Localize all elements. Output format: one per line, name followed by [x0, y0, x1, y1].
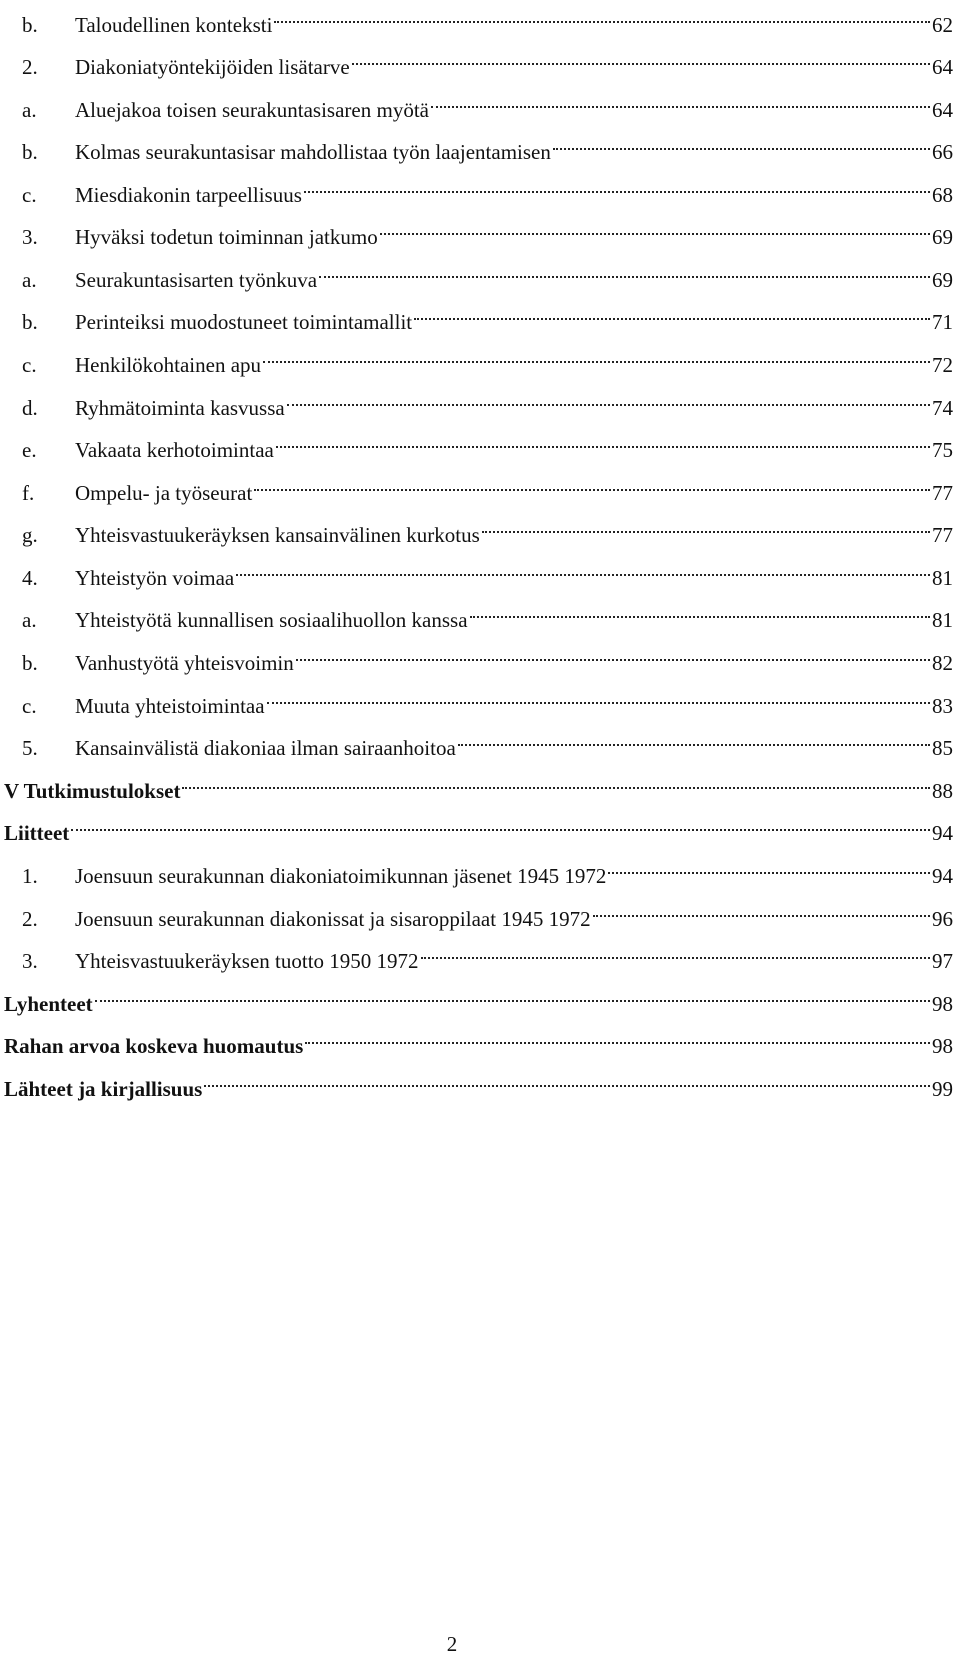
toc-entry [0, 38, 953, 79]
toc-entry-page: 81 [932, 566, 953, 590]
dot-leader [236, 549, 930, 585]
toc-entry-title: Perinteiksi muodostuneet toimintamallit [75, 310, 413, 334]
toc-entry-title: Joensuun seurakunnan diakoniatoimikunnan jäsenet 1945 1972 [75, 864, 607, 888]
toc-entry-page: 82 [932, 651, 953, 675]
dot-leader [274, 0, 930, 32]
toc-entry-title: Vakaata kerhotoimintaa [75, 438, 274, 462]
toc-entry [0, 81, 953, 122]
toc-entry [0, 421, 953, 462]
dot-leader [254, 464, 930, 500]
toc-entry-marker: 2. [22, 55, 38, 79]
toc-entry-page: 62 [932, 13, 953, 37]
toc-entry [0, 464, 953, 505]
toc-entry-page: 97 [932, 949, 953, 973]
toc-entry-page: 85 [932, 736, 953, 760]
toc-entry-title: Ryhmätoiminta kasvussa [75, 396, 285, 420]
toc-entry-page: 98 [932, 992, 953, 1016]
toc-entry [0, 591, 953, 632]
toc-entry-marker: d. [22, 396, 38, 420]
dot-leader [352, 38, 930, 74]
toc-entry-title: Seurakuntasisarten työnkuva [75, 268, 318, 292]
dot-leader [431, 81, 930, 117]
toc-entry [0, 890, 953, 931]
toc-entry-marker: c. [22, 694, 37, 718]
dot-leader [95, 975, 930, 1011]
toc-entry-marker: b. [22, 651, 38, 675]
toc-entry-page: 81 [932, 608, 953, 632]
toc-entry-title: Yhteisvastuukeräyksen kansainvälinen kurkotus [75, 523, 480, 547]
dot-leader [421, 932, 930, 968]
dot-leader [482, 506, 930, 542]
toc-entry [0, 166, 953, 207]
dot-leader [319, 251, 930, 287]
toc-entry-title: Liitteet [4, 821, 70, 845]
toc-entry [0, 975, 953, 1016]
toc-entry-page: 71 [932, 310, 953, 334]
dot-leader [414, 293, 930, 329]
toc-entry-page: 77 [932, 523, 953, 547]
toc-entry [0, 1017, 953, 1058]
toc-entry-title: Aluejakoa toisen seurakuntasisaren myötä [75, 98, 429, 122]
toc-entry-page: 68 [932, 183, 953, 207]
toc-entry-title: Rahan arvoa koskeva huomautus [4, 1034, 304, 1058]
toc-entry [0, 762, 953, 803]
toc-entry-title: Kolmas seurakuntasisar mahdollistaa työn laajentamisen [75, 140, 551, 164]
toc-entry-marker: 1. [22, 864, 38, 888]
dot-leader [263, 336, 930, 372]
toc-entry-title: Diakoniatyöntekijöiden lisätarve [75, 55, 350, 79]
toc-entry [0, 336, 953, 377]
toc-entry-marker: 3. [22, 225, 38, 249]
toc-entry-marker: c. [22, 353, 37, 377]
toc-entry-marker: 3. [22, 949, 38, 973]
toc-entry [0, 1060, 953, 1101]
toc-entry [0, 677, 953, 718]
dot-leader [276, 421, 930, 457]
page-number: 2 [446, 1632, 458, 1656]
dot-leader [71, 804, 930, 840]
toc-entry-title: Henkilökohtainen apu [75, 353, 262, 377]
toc-entry-marker: 2. [22, 907, 38, 931]
toc-entry-marker: e. [22, 438, 37, 462]
toc-entry [0, 293, 953, 334]
dot-leader [182, 762, 930, 798]
toc-entry [0, 549, 953, 590]
toc-entry-page: 69 [932, 268, 953, 292]
toc-entry-title: Yhteistyötä kunnallisen sosiaalihuollon kanssa [75, 608, 468, 632]
toc-entry-marker: 5. [22, 736, 38, 760]
dot-leader [470, 591, 930, 627]
toc-entry-title: V Tutkimustulokset [4, 779, 181, 803]
toc-entry-page: 64 [932, 55, 953, 79]
dot-leader [305, 1017, 930, 1053]
toc-entry [0, 208, 953, 249]
toc-entry-page: 98 [932, 1034, 953, 1058]
toc-entry-page: 69 [932, 225, 953, 249]
toc-entry-marker: g. [22, 523, 38, 547]
toc-entry-marker: b. [22, 140, 38, 164]
toc-entry-marker: a. [22, 98, 37, 122]
toc-entry [0, 506, 953, 547]
toc-entry-page: 83 [932, 694, 953, 718]
toc-entry [0, 719, 953, 760]
dot-leader [593, 890, 930, 926]
dot-leader [296, 634, 930, 670]
toc-entry [0, 847, 953, 888]
toc-entry [0, 0, 953, 37]
dot-leader [458, 719, 930, 755]
toc-entry-marker: b. [22, 310, 38, 334]
toc-entry-page: 74 [932, 396, 953, 420]
toc-entry [0, 804, 953, 845]
toc-entry-page: 88 [932, 779, 953, 803]
toc-entry-marker: a. [22, 268, 37, 292]
toc-entry-title: Kansainvälistä diakoniaa ilman sairaanhoitoa [75, 736, 456, 760]
toc-entry [0, 379, 953, 420]
toc-entry-marker: f. [22, 481, 35, 505]
dot-leader [380, 208, 930, 244]
toc-entry-marker: c. [22, 183, 37, 207]
toc-entry-marker: 4. [22, 566, 38, 590]
dot-leader [304, 166, 930, 202]
toc-entry-title: Hyväksi todetun toiminnan jatkumo [75, 225, 378, 249]
dot-leader [204, 1060, 930, 1096]
toc-entry [0, 932, 953, 973]
dot-leader [608, 847, 930, 883]
toc-entry-page: 96 [932, 907, 953, 931]
toc-entry-title: Miesdiakonin tarpeellisuus [75, 183, 302, 207]
toc-entry-title: Yhteistyön voimaa [75, 566, 235, 590]
toc-entry [0, 634, 953, 675]
toc-entry-title: Lyhenteet [4, 992, 93, 1016]
toc-entry-title: Joensuun seurakunnan diakonissat ja sisaroppilaat 1945 1972 [75, 907, 591, 931]
toc-entry-page: 75 [932, 438, 953, 462]
toc-entry-page: 77 [932, 481, 953, 505]
toc-entry-title: Vanhustyötä yhteisvoimin [75, 651, 294, 675]
toc-entry-page: 64 [932, 98, 953, 122]
dot-leader [553, 123, 930, 159]
toc-entry-title: Lähteet ja kirjallisuus [4, 1077, 203, 1101]
toc-entry-page: 94 [932, 821, 953, 845]
toc-entry [0, 251, 953, 292]
dot-leader [267, 677, 930, 713]
toc-entry-title: Taloudellinen konteksti [75, 13, 273, 37]
toc-entry-title: Ompelu- ja työseurat [75, 481, 253, 505]
toc-entry-title: Yhteisvastuukeräyksen tuotto 1950 1972 [75, 949, 419, 973]
toc-entry-page: 99 [932, 1077, 953, 1101]
dot-leader [287, 379, 930, 415]
toc-entry-page: 66 [932, 140, 953, 164]
toc-entry-marker: b. [22, 13, 38, 37]
toc-entry-page: 94 [932, 864, 953, 888]
toc-entry-page: 72 [932, 353, 953, 377]
toc-entry-marker: a. [22, 608, 37, 632]
toc-entry [0, 123, 953, 164]
toc-entry-title: Muuta yhteistoimintaa [75, 694, 265, 718]
